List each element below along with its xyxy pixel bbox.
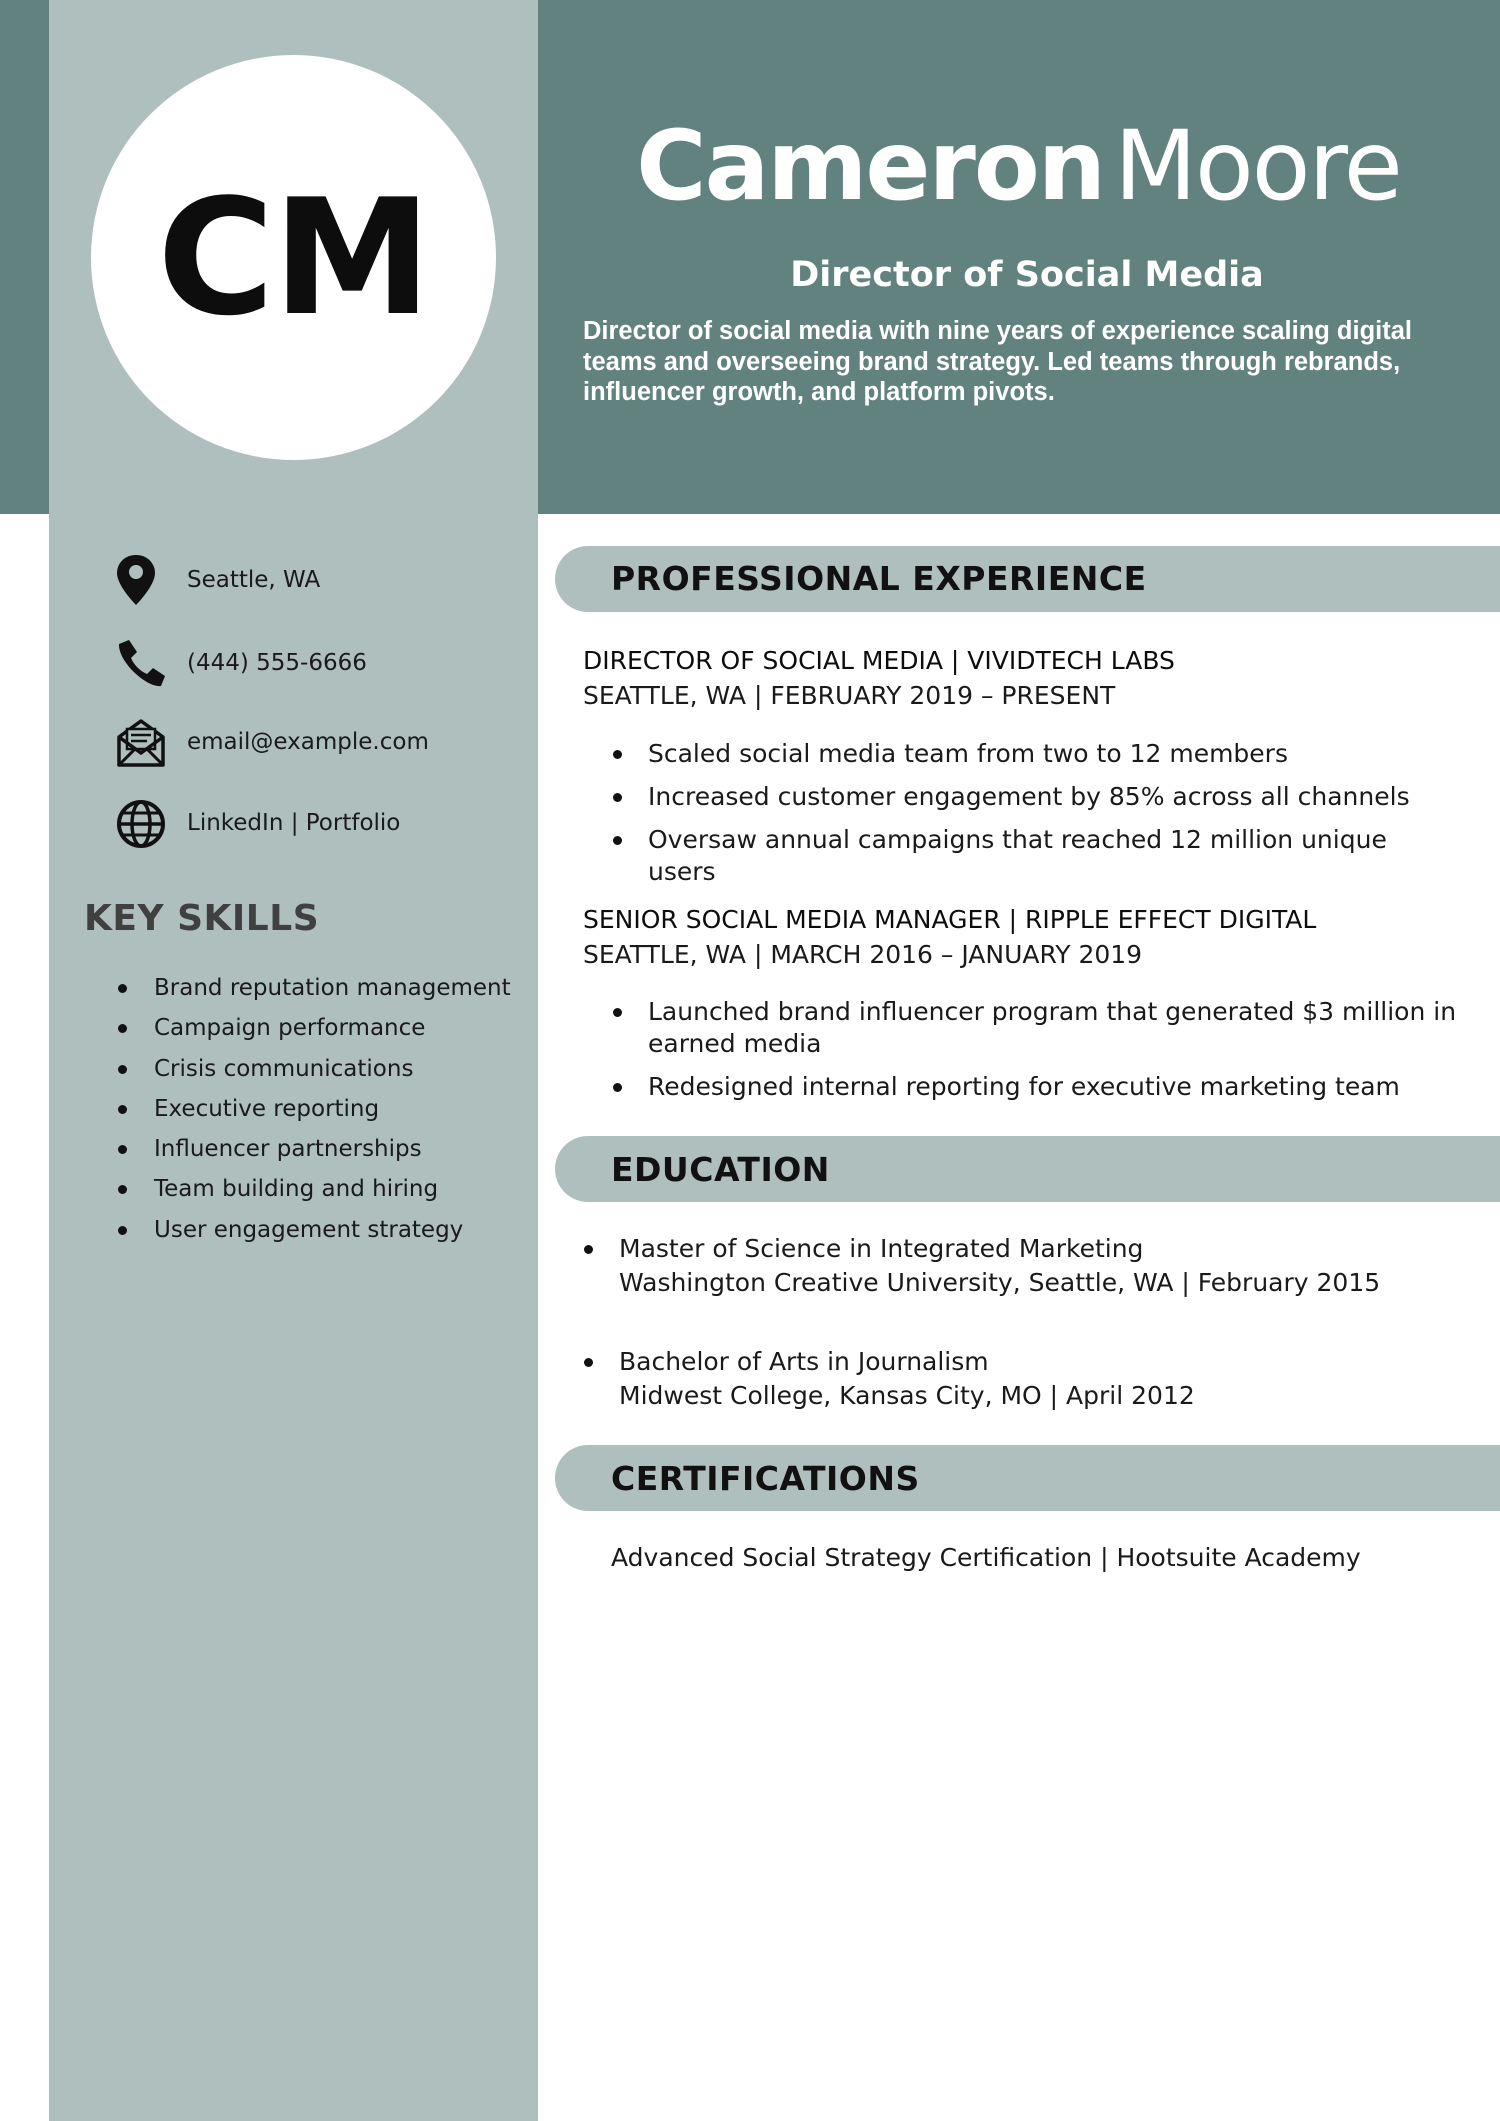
experience-heading: PROFESSIONAL EXPERIENCE	[611, 559, 1147, 598]
skills-list	[116, 972, 536, 1254]
email-text: email@example.com	[187, 729, 429, 755]
skill-item: User engagement strategy	[116, 1214, 536, 1254]
contact-location	[113, 553, 533, 613]
contact-email	[113, 715, 533, 775]
skill-item: Brand reputation management	[116, 972, 536, 1012]
certification-item: Advanced Social Strategy Certification | Hootsuite Academy	[611, 1543, 1361, 1572]
job-bullet: Launched brand influencer program that generated $3 million in earned media	[612, 996, 1462, 1060]
monogram-text: CM	[157, 164, 430, 351]
contact-web	[113, 796, 533, 856]
skill-item: Team building and hiring	[116, 1173, 536, 1213]
location-text: Seattle, WA	[187, 567, 321, 593]
degree: Master of Science in Integrated Marketing	[619, 1234, 1144, 1263]
certifications-heading: CERTIFICATIONS	[611, 1459, 920, 1498]
key-skills-heading: KEY SKILLS	[84, 898, 320, 939]
profile-summary: Director of social media with nine years of experience scaling digital teams and overseeing brand strategy. Led teams through rebrands, influencer growth, and platform pivots.	[583, 317, 1413, 406]
skill-item: Influencer partnerships	[116, 1133, 536, 1173]
first-name: Cameron	[636, 110, 1105, 222]
skill-item: Campaign performance	[116, 1012, 536, 1052]
job-bullet: Scaled social media team from two to 12 members	[612, 738, 1462, 770]
job-bullet: Oversaw annual campaigns that reached 12 million unique users	[612, 824, 1462, 888]
job-2-title: SENIOR SOCIAL MEDIA MANAGER | RIPPLE EFFECT DIGITAL	[583, 905, 1317, 934]
candidate-name	[537, 110, 1500, 222]
job-1-location-dates: SEATTLE, WA | FEBRUARY 2019 – PRESENT	[583, 681, 1116, 710]
globe-icon	[113, 796, 169, 852]
header-edge-strip	[0, 0, 49, 514]
contact-phone	[113, 636, 533, 696]
job-2-location-dates: SEATTLE, WA | MARCH 2016 – JANUARY 2019	[583, 940, 1143, 969]
map-pin-icon	[113, 553, 169, 609]
bullet-dot	[584, 1245, 593, 1254]
job-2-bullets	[612, 996, 1462, 1114]
skill-item: Executive reporting	[116, 1093, 536, 1133]
job-bullet: Increased customer engagement by 85% across all channels	[612, 781, 1462, 813]
bullet-dot	[584, 1358, 593, 1367]
phone-icon	[113, 636, 169, 692]
web-links-text: LinkedIn | Portfolio	[187, 810, 401, 836]
education-heading: EDUCATION	[611, 1150, 830, 1189]
school-info: Midwest College, Kansas City, MO | April 2012	[619, 1381, 1195, 1410]
last-name: Moore	[1114, 110, 1401, 222]
education-item	[583, 1232, 1463, 1300]
phone-text: (444) 555-6666	[187, 650, 367, 676]
job-1-title: DIRECTOR OF SOCIAL MEDIA | VIVIDTECH LABS	[583, 646, 1175, 675]
job-bullet: Redesigned internal reporting for executive marketing team	[612, 1071, 1462, 1103]
school-info: Washington Creative University, Seattle, WA | February 2015	[619, 1268, 1381, 1297]
monogram-circle	[91, 55, 496, 460]
education-item	[583, 1345, 1463, 1413]
job-title: Director of Social Media	[790, 255, 1264, 295]
email-icon	[113, 715, 169, 771]
degree: Bachelor of Arts in Journalism	[619, 1347, 989, 1376]
skill-item: Crisis communications	[116, 1053, 536, 1093]
job-1-bullets	[612, 738, 1462, 899]
